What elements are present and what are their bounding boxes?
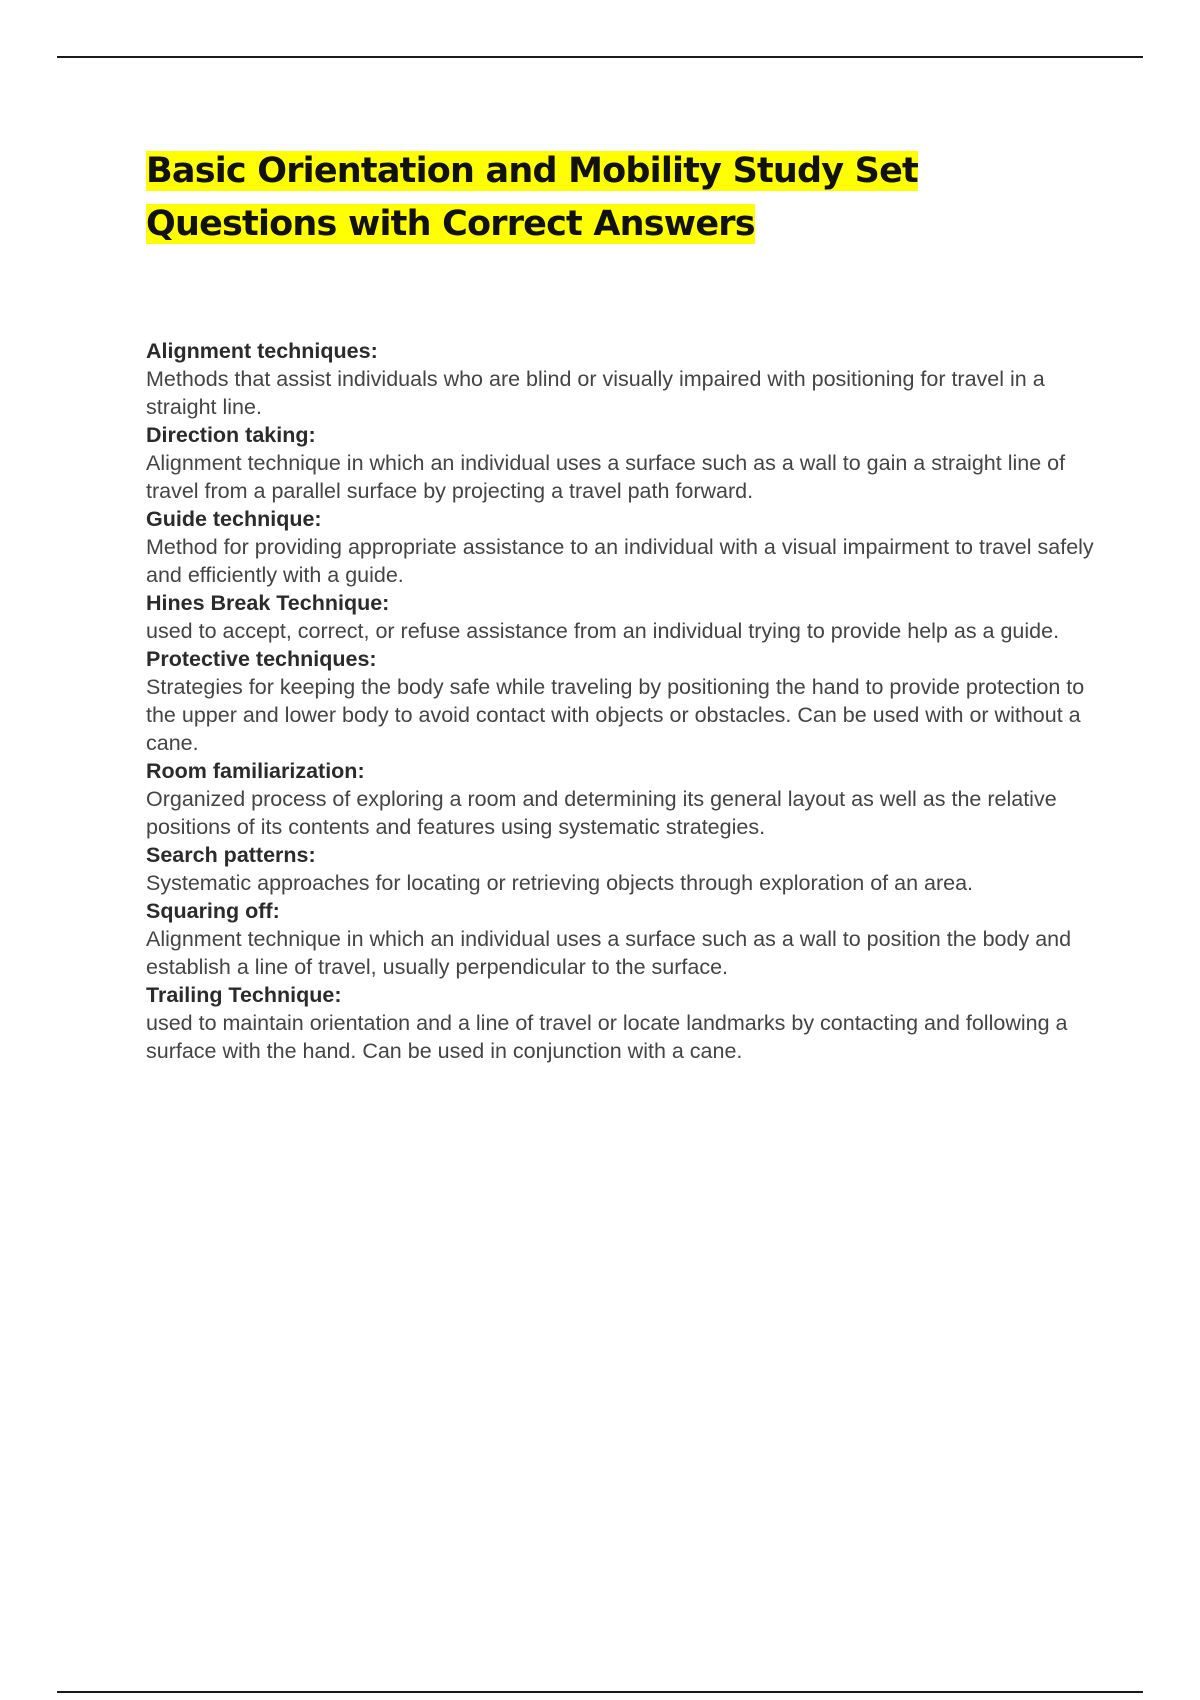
term-entry (146, 897, 1096, 981)
term-definition: used to accept, correct, or refuse assistance from an individual trying to provide help as a guide. (146, 619, 1060, 643)
term-definition: Methods that assist individuals who are blind or visually impaired with positioning for travel in a straight line. (146, 367, 1045, 419)
term-entry (146, 757, 1096, 841)
term-name: Hines Break Technique: (146, 591, 390, 615)
term-definition: used to maintain orientation and a line of travel or locate landmarks by contacting and following a surface with the hand. Can be used in conjunction with a cane. (146, 1011, 1068, 1063)
term-entry (146, 337, 1096, 421)
term-definition: Alignment technique in which an individual uses a surface such as a wall to position the body and establish a line of travel, usually perpendicular to the surface. (146, 927, 1072, 979)
term-entry (146, 589, 1096, 645)
term-definition: Systematic approaches for locating or retrieving objects through exploration of an area. (146, 871, 974, 895)
term-definition: Method for providing appropriate assistance to an individual with a visual impairment to travel safely and efficiently with a guide. (146, 535, 1094, 587)
term-name: Room familiarization: (146, 759, 365, 783)
term-definition: Strategies for keeping the body safe while traveling by positioning the hand to provide protection to the upper and lower body to avoid contact with objects or obstacles. Can be used with or without a cane. (146, 675, 1085, 755)
term-entry (146, 421, 1096, 505)
term-definition: Alignment technique in which an individual uses a surface such as a wall to gain a straight line of travel from a parallel surface by projecting a travel path forward. (146, 451, 1066, 503)
term-name: Guide technique: (146, 507, 322, 531)
term-entry (146, 841, 1096, 897)
term-entry (146, 645, 1096, 757)
term-name: Alignment techniques: (146, 339, 378, 363)
term-list (146, 337, 1096, 1065)
term-entry (146, 505, 1096, 589)
document-title (146, 145, 1106, 251)
term-name: Direction taking: (146, 423, 316, 447)
term-name: Protective techniques: (146, 647, 377, 671)
footer-rule (57, 1691, 1143, 1693)
term-definition: Organized process of exploring a room and determining its general layout as well as the relative positions of its contents and features using systematic strategies. (146, 787, 1057, 839)
document-title-text: Basic Orientation and Mobility Study Set Questions with Correct Answers (146, 151, 918, 244)
term-name: Search patterns: (146, 843, 316, 867)
term-name: Trailing Technique: (146, 983, 342, 1007)
term-entry (146, 981, 1096, 1065)
header-rule (57, 56, 1143, 58)
term-name: Squaring off: (146, 899, 280, 923)
